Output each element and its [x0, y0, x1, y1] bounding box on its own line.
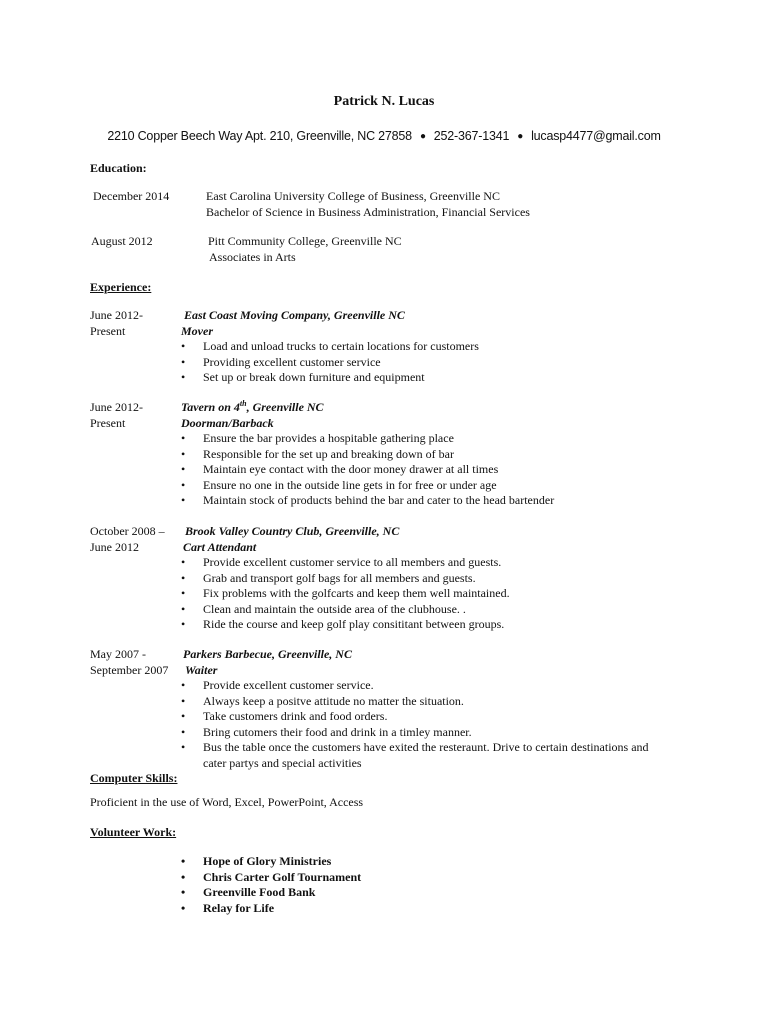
education-heading: Education: — [90, 161, 147, 175]
list-item: • Hope of Glory Ministries — [181, 854, 361, 870]
computer-skills-heading: Computer Skills: — [90, 771, 178, 785]
job-date-end: Present — [90, 415, 126, 430]
address: 2210 Copper Beech Way Apt. 210, Greenville, NC 27858 — [107, 129, 412, 143]
job-title: Waiter — [185, 662, 218, 677]
list-item: • Bring cutomers their food and drink in a timley manner. — [181, 725, 673, 741]
job-company — [181, 400, 554, 416]
list-item: • Ensure the bar provides a hospitable gathering place — [181, 431, 554, 447]
bullet-separator-icon: ● — [419, 131, 426, 142]
education-degree: Bachelor of Science in Business Administration, Financial Services — [206, 204, 530, 219]
job-entry — [181, 308, 479, 386]
job-date-start: June 2012- — [90, 400, 143, 414]
job-company: Parkers Barbecue, Greenville, NC — [183, 647, 352, 661]
list-item: • Maintain eye contact with the door money drawer at all times — [181, 462, 554, 478]
volunteer-heading: Volunteer Work: — [90, 825, 177, 839]
computer-skills-text: Proficient in the use of Word, Excel, PowerPoint, Access — [90, 795, 364, 809]
job-company: East Coast Moving Company, Greenville NC — [184, 308, 405, 322]
job-date-start: May 2007 - — [90, 647, 146, 661]
list-item: • Fix problems with the golfcarts and keep them well maintained. — [181, 586, 510, 602]
list-item: • Provide excellent customer service. — [181, 678, 673, 694]
job-entry — [181, 647, 673, 771]
job-date-end: Present — [90, 323, 126, 338]
job-dates — [90, 400, 143, 431]
list-item: • Grab and transport golf bags for all members and guests. — [181, 571, 510, 587]
list-item: • Load and unload trucks to certain locations for customers — [181, 339, 479, 355]
job-dates — [90, 308, 143, 339]
ordinal-suffix: th — [239, 399, 247, 408]
job-date-start: October 2008 – — [90, 524, 165, 538]
job-dates — [90, 647, 168, 678]
education-details — [208, 234, 402, 265]
list-item: • Providing excellent customer service — [181, 355, 479, 371]
phone: 252-367-1341 — [433, 129, 510, 143]
job-title: Cart Attendant — [183, 539, 257, 554]
education-date: December 2014 — [93, 189, 170, 203]
list-item: • Maintain stock of products behind the bar and cater to the head bartender — [181, 493, 554, 509]
company-name-part: Tavern on 4 — [181, 400, 240, 414]
email[interactable]: lucasp4477@gmail.com — [531, 129, 661, 143]
job-title: Doorman/Barback — [181, 415, 274, 430]
list-item: • Set up or break down furniture and equipment — [181, 370, 479, 386]
job-date-end: September 2007 — [90, 662, 169, 677]
list-item: • Bus the table once the customers have exited the resteraunt. Drive to certain destinations and cater partys and special activities — [181, 740, 673, 771]
job-date-end: June 2012 — [90, 539, 139, 554]
job-entry — [181, 400, 554, 509]
list-item: • Take customers drink and food orders. — [181, 709, 673, 725]
bullet-separator-icon: ● — [517, 131, 524, 142]
job-company: Brook Valley Country Club, Greenville, NC — [185, 524, 400, 538]
list-item: • Relay for Life — [181, 901, 361, 917]
job-duties — [181, 555, 510, 633]
education-details — [206, 189, 530, 220]
job-title: Mover — [181, 323, 213, 338]
job-dates — [90, 524, 165, 555]
candidate-name: Patrick N. Lucas — [333, 94, 435, 109]
list-item: • Greenville Food Bank — [181, 885, 361, 901]
volunteer-list — [181, 854, 361, 916]
education-school: East Carolina University College of Business, Greenville NC — [206, 189, 500, 203]
list-item: • Chris Carter Golf Tournament — [181, 870, 361, 886]
list-item: • Ride the course and keep golf play consititant between groups. — [181, 617, 510, 633]
company-location: , Greenville NC — [246, 400, 324, 414]
contact-line — [0, 129, 768, 145]
list-item: • Always keep a positve attitude no matter the situation. — [181, 694, 673, 710]
job-duties — [181, 431, 554, 509]
job-date-start: June 2012- — [90, 308, 143, 322]
list-item: • Provide excellent customer service to all members and guests. — [181, 555, 510, 571]
list-item: • Responsible for the set up and breaking down of bar — [181, 447, 554, 463]
list-item: • Clean and maintain the outside area of the clubhouse. . — [181, 602, 510, 618]
list-item: • Ensure no one in the outside line gets in for free or under age — [181, 478, 554, 494]
experience-heading: Experience: — [90, 280, 152, 294]
education-date: August 2012 — [91, 234, 153, 248]
education-degree: Associates in Arts — [209, 249, 296, 264]
job-duties — [181, 339, 479, 386]
job-entry — [181, 524, 510, 633]
education-school: Pitt Community College, Greenville NC — [208, 234, 402, 248]
volunteer-items — [181, 854, 361, 916]
job-duties — [181, 678, 673, 771]
